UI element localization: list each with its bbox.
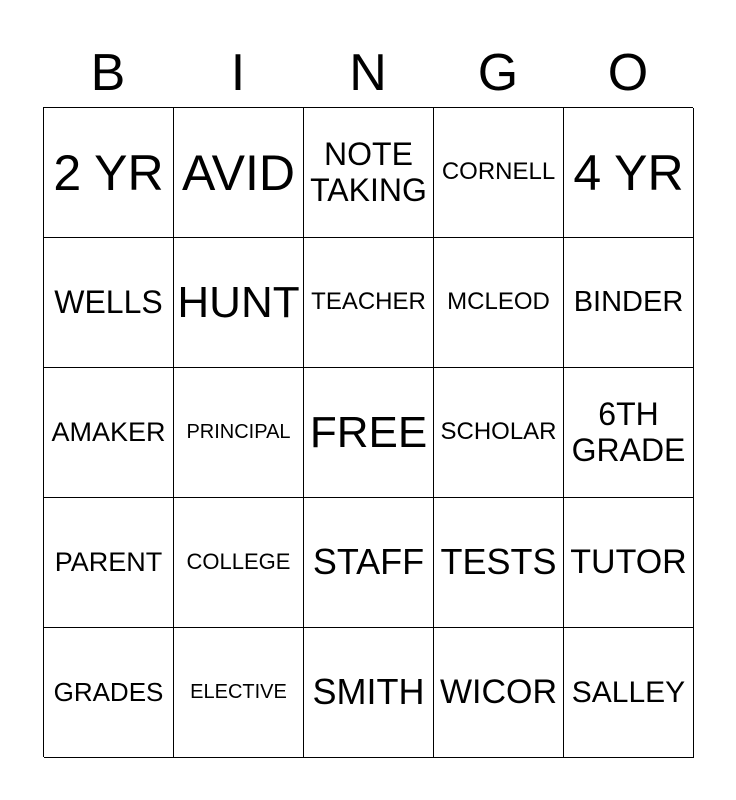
header-letter-o: O bbox=[607, 44, 649, 102]
bingo-cell[interactable]: FREE bbox=[304, 368, 434, 498]
bingo-cell[interactable]: SALLEY bbox=[564, 628, 694, 758]
bingo-cell[interactable]: 2 YR bbox=[44, 108, 174, 238]
bingo-cell[interactable]: 6TH GRADE bbox=[564, 368, 694, 498]
bingo-cell[interactable]: AVID bbox=[174, 108, 304, 238]
bingo-cell[interactable]: HUNT bbox=[174, 238, 304, 368]
bingo-cell[interactable]: STAFF bbox=[304, 498, 434, 628]
bingo-cell[interactable]: BINDER bbox=[564, 238, 694, 368]
bingo-cell[interactable]: WELLS bbox=[44, 238, 174, 368]
bingo-header bbox=[43, 40, 693, 106]
bingo-cell[interactable]: MCLEOD bbox=[434, 238, 564, 368]
bingo-cell[interactable]: TEACHER bbox=[304, 238, 434, 368]
bingo-cell[interactable]: PARENT bbox=[44, 498, 174, 628]
bingo-cell[interactable]: TUTOR bbox=[564, 498, 694, 628]
bingo-cell[interactable]: GRADES bbox=[44, 628, 174, 758]
header-letter-n: N bbox=[349, 44, 387, 102]
bingo-cell[interactable]: ELECTIVE bbox=[174, 628, 304, 758]
bingo-cell[interactable]: SMITH bbox=[304, 628, 434, 758]
bingo-cell[interactable]: CORNELL bbox=[434, 108, 564, 238]
header-letter-g: G bbox=[477, 44, 519, 102]
bingo-cell[interactable]: AMAKER bbox=[44, 368, 174, 498]
bingo-cell[interactable]: NOTE TAKING bbox=[304, 108, 434, 238]
bingo-cell[interactable]: WICOR bbox=[434, 628, 564, 758]
bingo-cell[interactable]: COLLEGE bbox=[174, 498, 304, 628]
bingo-cell[interactable]: TESTS bbox=[434, 498, 564, 628]
header-letter-b: B bbox=[90, 44, 126, 102]
bingo-cell[interactable]: 4 YR bbox=[564, 108, 694, 238]
bingo-grid bbox=[43, 107, 693, 757]
bingo-cell[interactable]: PRINCIPAL bbox=[174, 368, 304, 498]
bingo-cell[interactable]: SCHOLAR bbox=[434, 368, 564, 498]
header-letter-i: I bbox=[230, 44, 246, 102]
